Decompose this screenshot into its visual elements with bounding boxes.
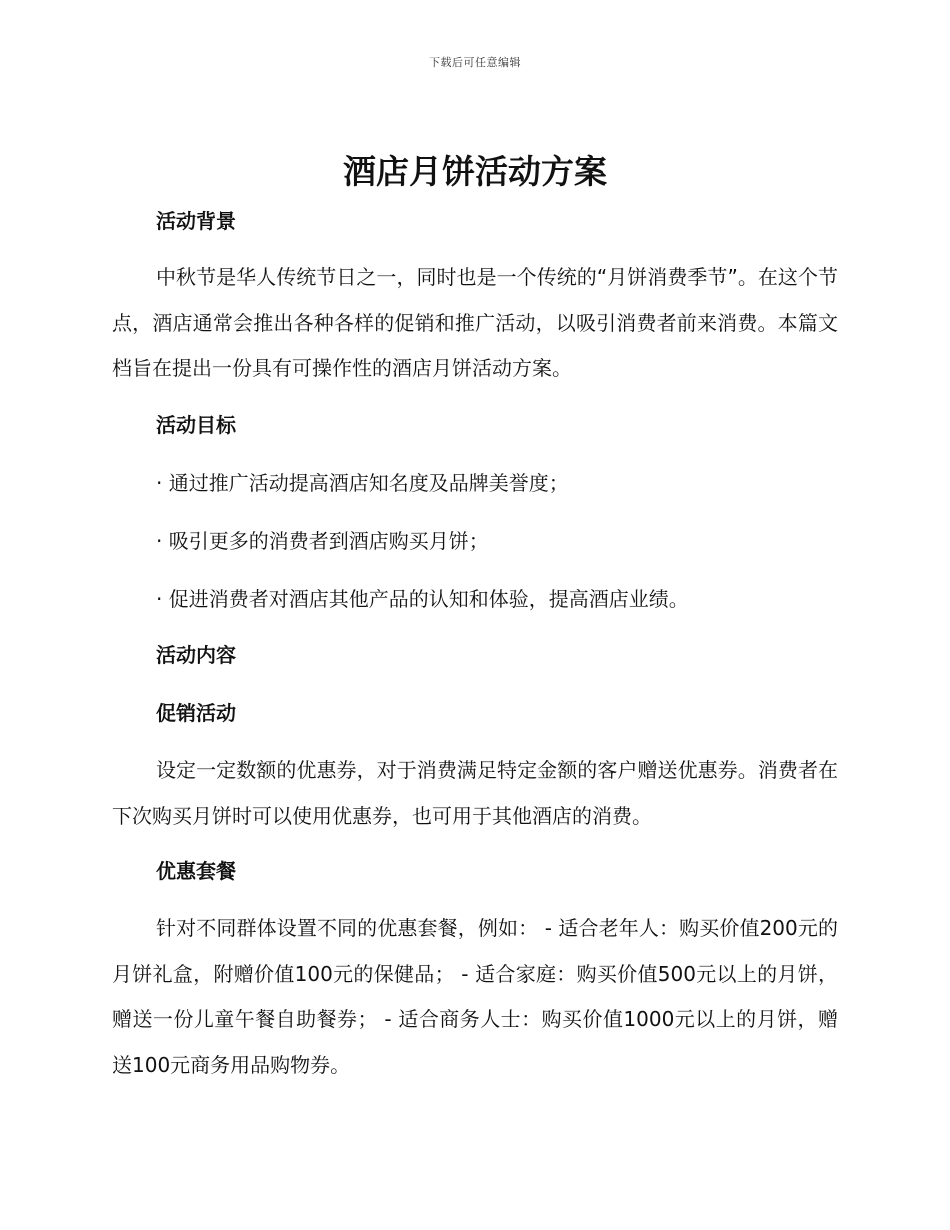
goal-item: · 促进消费者对酒店其他产品的认知和体验，提高酒店业绩。 [156,587,689,611]
page-header-note: 下载后可任意编辑 [429,56,521,69]
section-heading-promotion: 促销活动 [156,701,236,725]
document-title: 酒店月饼活动方案 [343,152,607,191]
package-paragraph: 针对不同群体设置不同的优惠套餐，例如： - 适合老年人：购买价值200元的月饼礼盒，附赠价值100元的保健品； - 适合家庭：购买价值500元以上的月饼，赠送一份儿童午餐自助餐券； - 适合商务人士：购买价值1000元以上的月饼，赠送100元商务用品购物券。 [112,916,838,1077]
goal-item: · 吸引更多的消费者到酒店购买月饼； [156,529,489,553]
promotion-paragraph: 设定一定数额的优惠券，对于消费满足特定金额的客户赠送优惠券。消费者在下次购买月饼时可以使用优惠券，也可用于其他酒店的消费。 [112,758,838,828]
goal-item: · 通过推广活动提高酒店知名度及品牌美誉度； [156,471,569,495]
section-heading-background: 活动背景 [156,209,236,233]
section-heading-content: 活动内容 [156,643,236,667]
background-paragraph: 中秋节是华人传统节日之一，同时也是一个传统的“月饼消费季节”。在这个节点，酒店通常会推出各种各样的促销和推广活动，以吸引消费者前来消费。本篇文档旨在提出一份具有可操作性的酒店月饼活动方案。 [112,265,838,380]
section-heading-package: 优惠套餐 [156,859,236,883]
section-heading-goals: 活动目标 [156,413,236,437]
